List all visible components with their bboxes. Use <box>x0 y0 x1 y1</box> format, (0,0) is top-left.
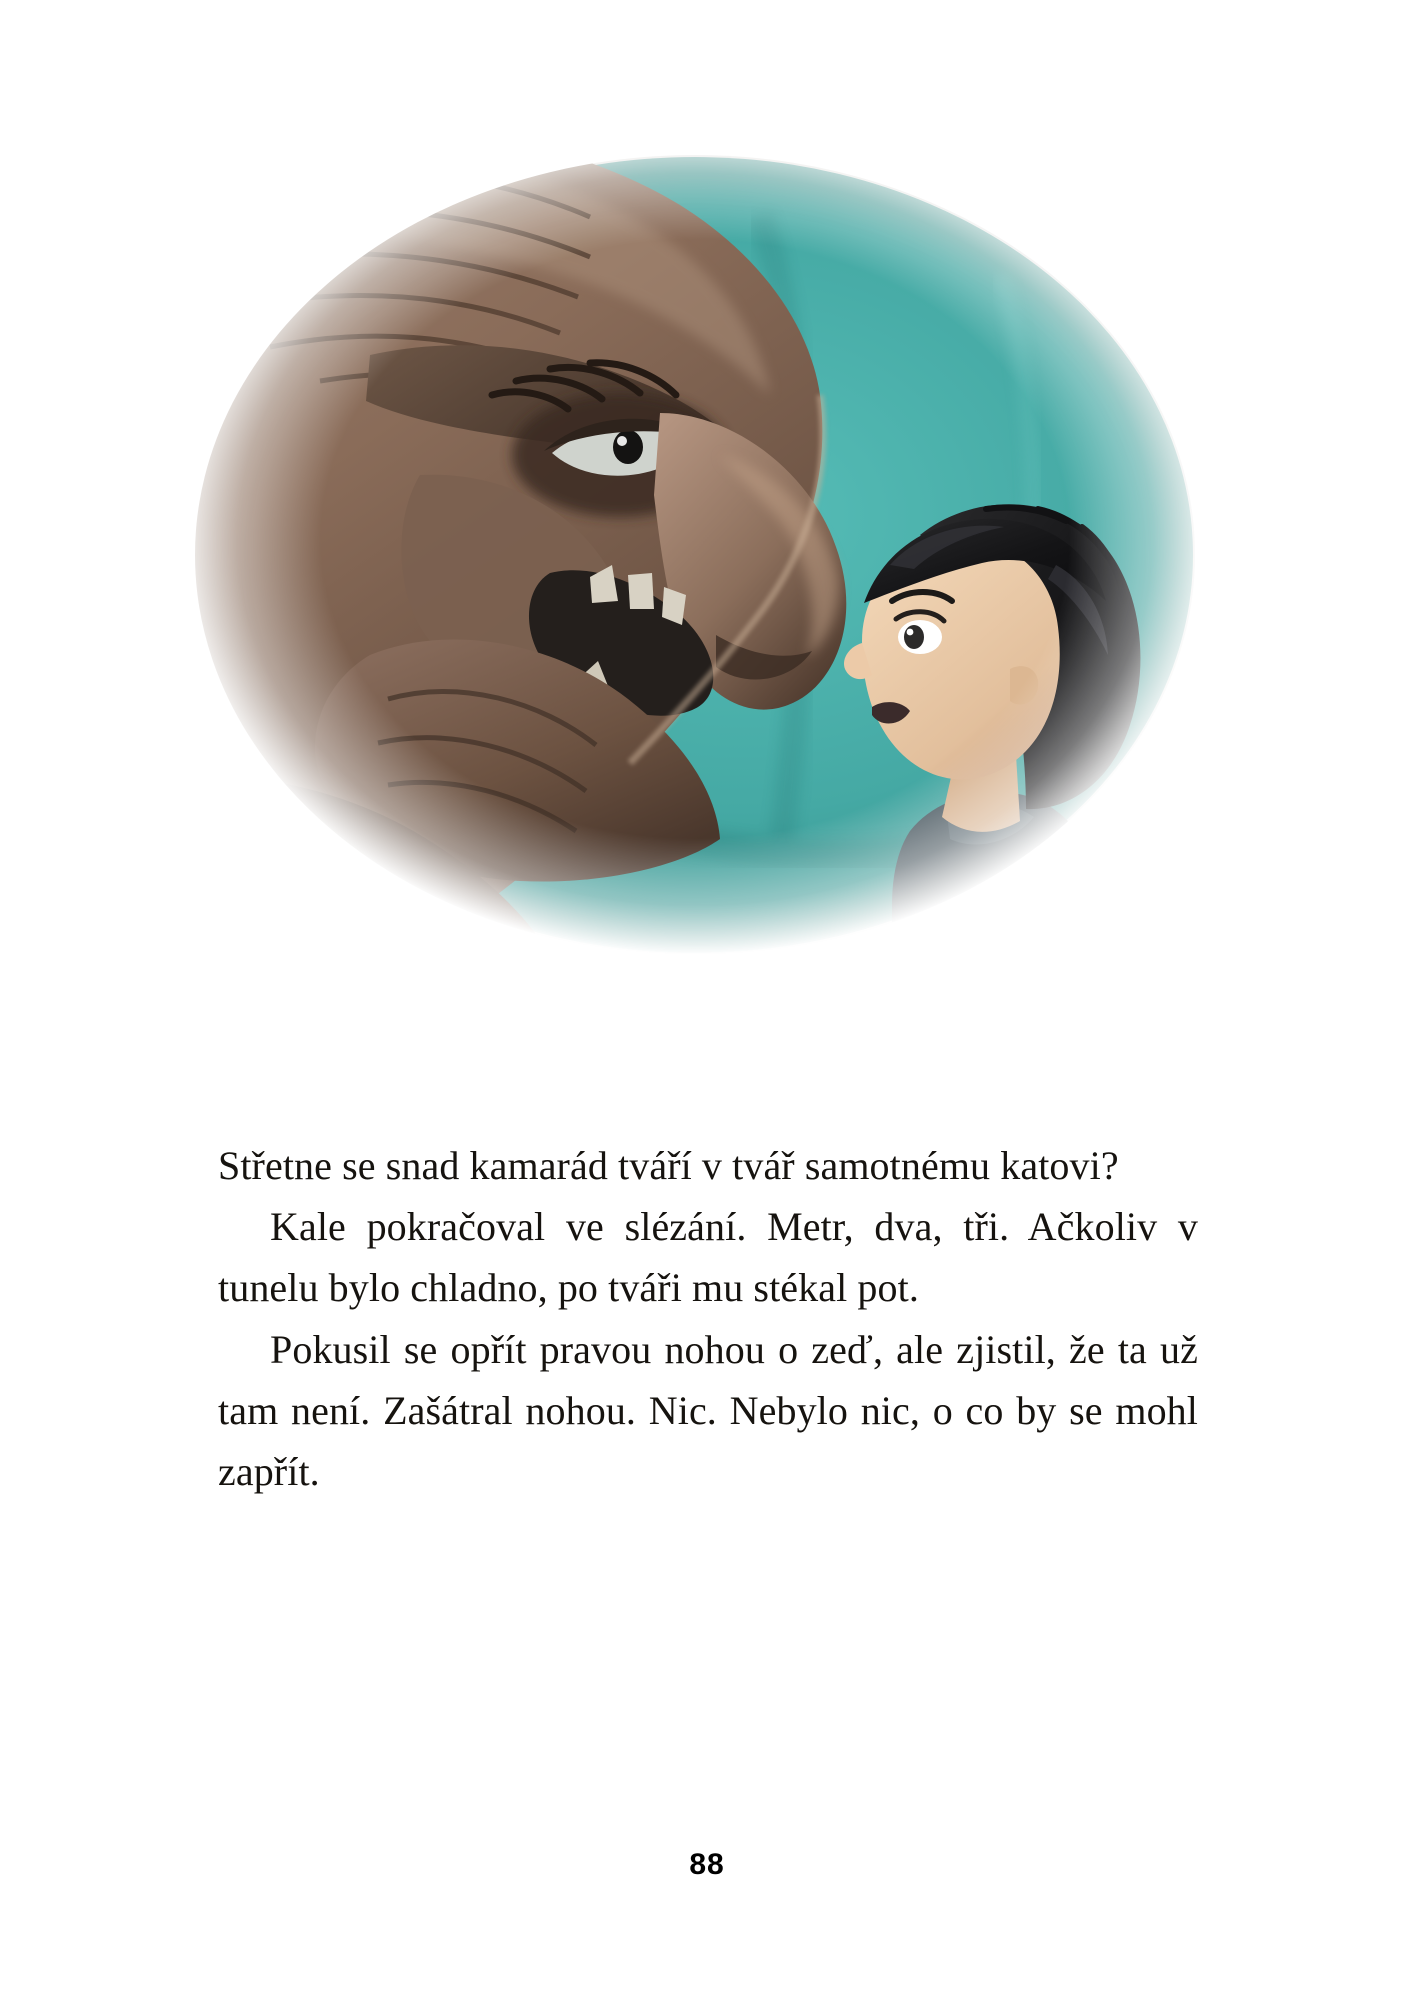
paragraph-2: Kale pokračoval ve slézání. Metr, dva, tři. Ačkoliv v tunelu bylo chladno, po tváři mu stékal pot. <box>218 1204 1198 1311</box>
paragraph-3: Pokusil se opřít pravou nohou o zeď, ale zjistil, že ta už tam není. Zašátral nohou. Nic. Nebylo nic, o co by se mohl zapřít. <box>218 1326 1198 1494</box>
body-text <box>218 1135 1198 1502</box>
illustration-vignette-group <box>120 113 1193 995</box>
page-number: 88 <box>689 1848 725 1881</box>
paragraph-1: Střetne se snad kamarád tváří v tvář samotnému katovi? <box>218 1143 1119 1188</box>
ogre-eye-glint <box>617 436 627 446</box>
boy-pupil <box>904 625 924 649</box>
illustration-ogre-and-boy <box>120 95 1300 1075</box>
illustration-svg <box>120 95 1300 1075</box>
boy-eye-glint <box>907 629 914 636</box>
ogre-pupil <box>613 430 643 464</box>
